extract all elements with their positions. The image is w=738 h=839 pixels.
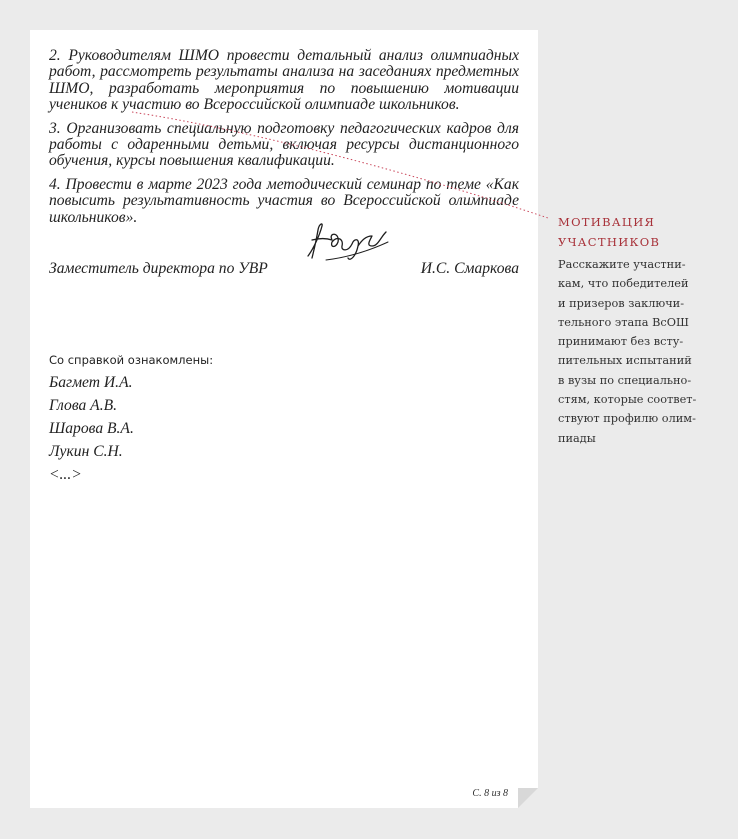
signatory-position: Заместитель директора по УВР (49, 260, 268, 277)
note-title: МОТИВАЦИЯ УЧАСТНИКОВ (558, 215, 661, 249)
acknowledged-name: Шарова В.А. (49, 420, 134, 437)
document-page (30, 30, 538, 808)
page-number: С. 8 из 8 (472, 788, 508, 799)
handwritten-signature (292, 218, 396, 266)
acknowledged-ellipsis: <...> (49, 466, 82, 483)
resolution-items (49, 48, 519, 233)
signature-row (49, 260, 519, 280)
acknowledged-label: Со справкой ознакомлены: (49, 353, 214, 367)
signatory-name: И.С. Смаркова (420, 260, 519, 277)
note-body: Расскажите участни- кам, что победителей и призеров заключи- тельного этапа ВсОШ принимают без всту- пительных испытаний в вузы по специально- стям, которые соответ- ствуют профилю олим- пиады (558, 258, 697, 445)
page-fold-corner (518, 788, 538, 808)
acknowledged-name: Багмет И.А. (49, 374, 133, 391)
resolution-item-2: 2. Руководителям ШМО провести детальный анализ олимпиадных работ, рассмотреть результаты анализа на заседаниях предметных ШМО, разработать мероприятия по повышению мотивации учеников к участию во Всероссийской олимпиаде школьников. (49, 47, 519, 114)
side-note (558, 212, 708, 448)
resolution-item-3: 3. Организовать специальную подготовку педагогических кадров для работы с одаренными детьми, включая ресурсы дистанционного обучения, курсы повышения квалификации. (49, 119, 519, 170)
acknowledged-list (49, 373, 134, 488)
acknowledged-name: Глова А.В. (49, 397, 118, 414)
resolution-item-4: 4. Провести в марте 2023 года методический семинар по теме «Как повысить результативность участия во Всероссийской олимпиаде школьников». (49, 175, 519, 226)
acknowledged-name: Лукин С.Н. (49, 443, 123, 460)
